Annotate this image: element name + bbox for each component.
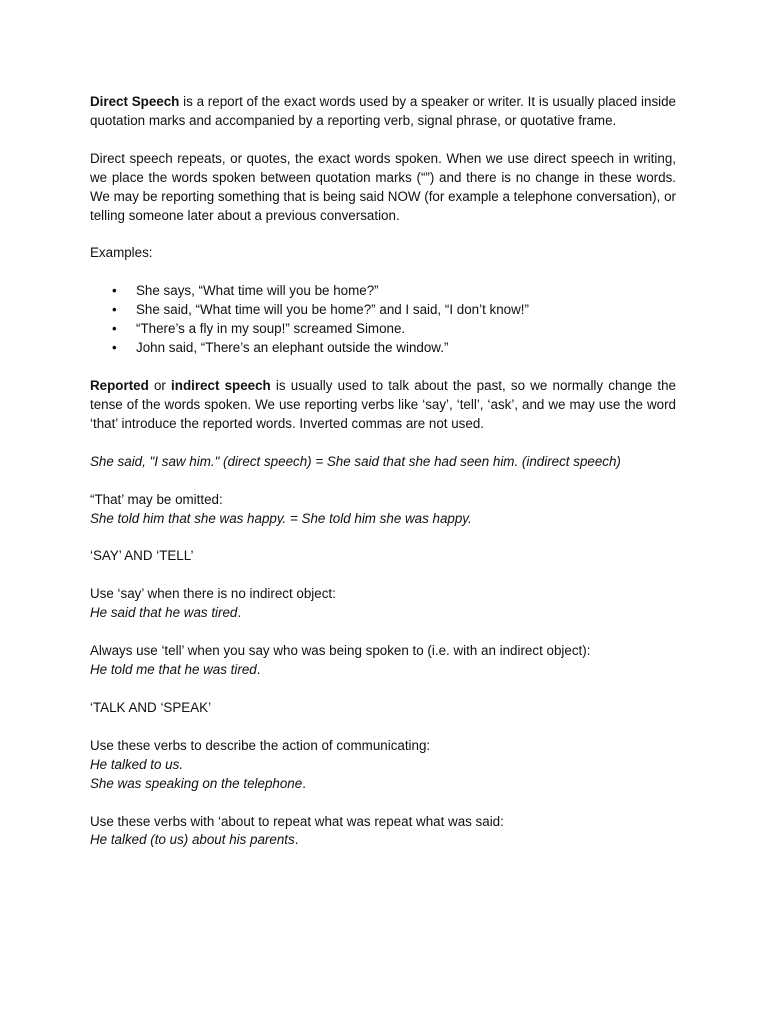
tell-rule-section <box>90 642 676 680</box>
direct-speech-term: Direct Speech <box>90 94 180 109</box>
tell-rule-example: He told me that he was tired <box>90 662 257 678</box>
list-item: • She said, “What time will you be home?” and I said, “I don’t know!” <box>90 301 676 320</box>
about-rule-example: He talked (to us) about his parents <box>90 832 295 848</box>
direct-speech-definition-text: is a report of the exact words used by a speaker or writer. It is usually placed inside quotation marks and accompanied by a reporting verb, signal phrase, or quotative frame. <box>90 94 677 128</box>
about-rule-text: Use these verbs with ‘about to repeat what was repeat what was said: <box>90 813 504 829</box>
tell-rule-example-line <box>90 661 676 680</box>
communicating-example-2-end: . <box>302 775 306 791</box>
communicating-rule-text: Use these verbs to describe the action of communicating: <box>90 737 431 753</box>
about-rule-section <box>90 813 676 851</box>
direct-indirect-example: She said, "I saw him." (direct speech) = She said that she had seen him. (indirect speech) <box>90 453 621 469</box>
reported-speech-definition <box>90 377 676 434</box>
reported-speech-definition-text: is usually used to talk about the past, so we normally change the tense of the words spoken. We use reporting verbs like ‘say’, ‘tell’, ‘ask’, and we may use the word ‘that’ introduce the reported words. Inverted commas are not used. <box>90 377 676 431</box>
that-omitted-heading: “That’ may be omitted: <box>90 491 223 507</box>
direct-speech-explanation: Direct speech repeats, or quotes, the exact words spoken. When we use direct speech in writing, we place the words spoken between quotation marks (“”) and there is no change in these words. We may be reporting something that is being said NOW (for example a telephone conversation), or telling someone later about a previous conversation. <box>90 150 676 223</box>
tell-rule-text: Always use ‘tell’ when you say who was being spoken to (i.e. with an indirect object): <box>90 643 591 659</box>
say-rule-section <box>90 585 676 623</box>
direct-speech-definition <box>90 93 676 131</box>
that-omitted-example: She told him that she was happy. = She told him she was happy. <box>90 510 472 526</box>
document-body <box>90 93 676 869</box>
say-tell-heading: ‘SAY’ AND ‘TELL’ <box>90 548 194 564</box>
tell-rule-example-end: . <box>256 662 261 678</box>
indirect-speech-term: indirect speech <box>171 377 271 393</box>
list-item: • John said, “There’s an elephant outside the window.” <box>90 339 676 358</box>
list-item: • She says, “What time will you be home?” <box>90 282 676 301</box>
say-rule-text: Use ‘say’ when there is no indirect object: <box>90 586 336 602</box>
say-rule-example: He said that he was tired <box>90 605 238 621</box>
examples-label: Examples: <box>90 245 153 261</box>
communicating-example-2: She was speaking on the telephone <box>90 775 303 791</box>
say-rule-example-line <box>90 604 676 623</box>
say-rule-example-end: . <box>237 605 242 621</box>
communicating-rule-section <box>90 737 676 794</box>
talk-speak-heading: ‘TALK AND ‘SPEAK’ <box>90 699 212 715</box>
reported-term: Reported <box>90 377 149 393</box>
about-rule-example-line <box>90 831 676 850</box>
examples-list <box>90 282 676 358</box>
about-rule-example-end: . <box>294 832 299 848</box>
communicating-example-2-line <box>90 775 676 794</box>
communicating-example-1: He talked to us. <box>90 756 184 772</box>
reported-connector: or <box>148 377 172 393</box>
list-item: • “There’s a fly in my soup!” screamed Simone. <box>90 320 676 339</box>
that-omitted-section <box>90 491 676 529</box>
